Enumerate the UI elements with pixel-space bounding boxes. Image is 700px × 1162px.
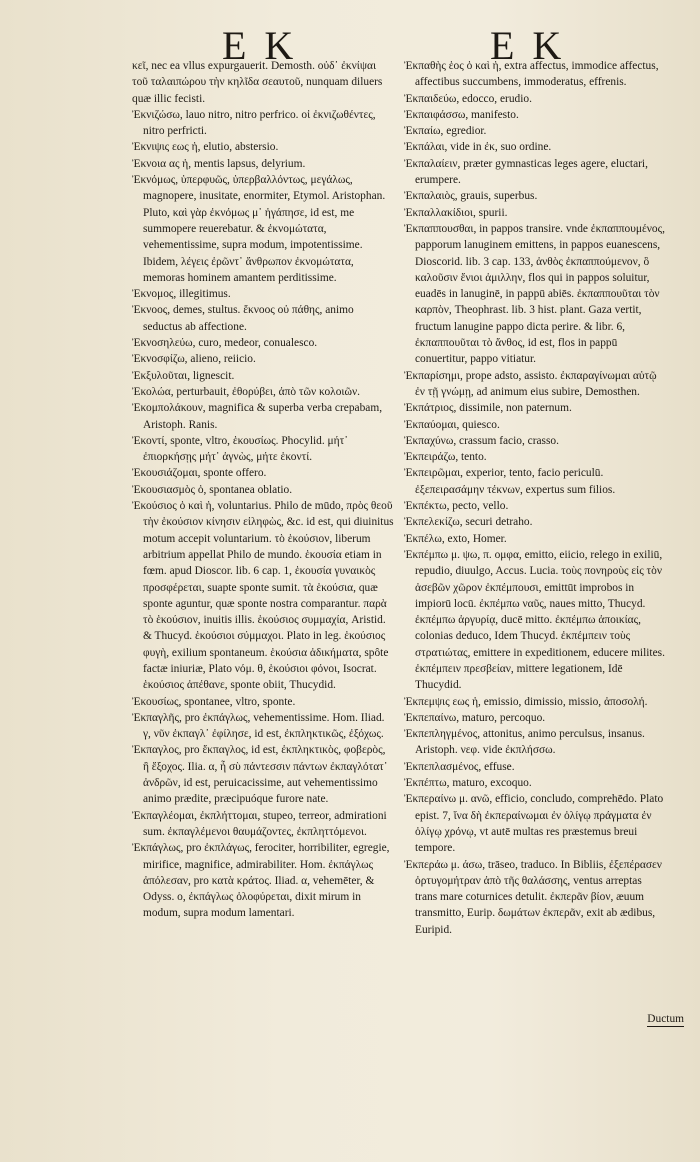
dictionary-entry: Ἐκουσιασμὸς ὁ, spontanea oblatio. bbox=[132, 483, 293, 496]
dictionary-entry: Ἐκπεραίνω μ. ανῶ, efficio, concludo, comprehēdo. Plato epist. 7, ἵνα δὴ ἐκπεραίνωμαι ἐν ὀλίγῳ πράγματα ἐν ὀλίγῳ χρόνῳ, vt autē multas res præstemus breui tempore. bbox=[404, 793, 664, 855]
running-head-right: E K bbox=[490, 23, 566, 68]
dictionary-entry: Ἐκνοος, demes, stultus. ἔκνοος οὐ πάθης, animo seductus ab affectione. bbox=[132, 304, 354, 333]
dictionary-entry: Ἐκπαππουσθαι, in pappos transire. vnde ἐκπαππουμένος, papporum lanuginem emittens, in pappos euanescens, Dioscorid. lib. 3 cap. 133, ἀνθὸς ἐκπαππούμενον, ὃ καλοῦσιν ἔνιοι ἀμιλλην, flos qui in pappos soluitur, euadēs in lanuginē, in pappū abiēs. ἐκπαππουῦται τὸν καρπὸν, Theophrast. lib. 3 hist. plant. Gaza vertit, fructum lanugine pappo dicta perire. & libr. 6, ἐκπαππουῦται τὸ ἄνθος, id est, flos in pappū conuertitur, pappo vitiatur. bbox=[404, 222, 665, 366]
dictionary-entry: Ἐκνοσφίζω, alieno, reiicio. bbox=[132, 353, 256, 366]
dictionary-entry: Ἐκπαλλακίδιοι, spurii. bbox=[404, 206, 508, 219]
dictionary-entry: Ἐκπάγλως, pro ἐκπλάγως, ferociter, horribiliter, egregie, mirifice, magnifice, admirabiliter. Hom. ἐκπάγλως ἀπόλεσαν, pro κατὰ κράτος. Iliad. α, vehemēter, & Odyss. ο, ἐκπάγλως ὀλοφύρεται, dixit mirum in modum, supra modum lamentari. bbox=[132, 842, 390, 920]
dictionary-entry: Ἐκνοσηλεύω, curo, medeor, conualesco. bbox=[132, 337, 318, 350]
dictionary-entry: Ἐκπαλαίειν, præter gymnasticas leges agere, eluctari, erumpere. bbox=[404, 157, 648, 187]
dictionary-entry: Ἐκοντί, sponte, vltro, ἑκουσίως. Phocylid. μήτ᾽ ἐπιορκήσῃς μήτ᾽ ἀγνὼς, μήτε ἑκοντί. bbox=[132, 434, 348, 464]
dictionary-entry: Ἐκπέπτω, maturo, excoquo. bbox=[404, 777, 532, 790]
dictionary-entry: Ἐκπαιδεύω, edocco, erudio. bbox=[404, 92, 532, 105]
dictionary-entry: Ἐκπαγλῆς, pro ἐκπάγλως, vehementissime. Hom. Iliad. γ, νῦν ἐκπαγλ᾽ ἐφίλησε, id est, ἐκπληκτικῶς, ἐξόχως. bbox=[132, 711, 385, 741]
dictionary-entry: Ἐκπαρίσημι, prope adsto, assisto. ἐκπαραγίνωμαι αὐτῷ ἐν τῇ γνώμῃ, ad animum eius subire, Demosthen. bbox=[404, 369, 657, 398]
dictionary-entry: Ἐκουσίως, spontanee, vltro, sponte. bbox=[132, 695, 296, 708]
dictionary-entry: Ἐκξυλοῦται, lignescit. bbox=[132, 369, 235, 382]
dictionary-entry: Ἐκπαγλέομαι, ἐκπλήττομαι, stupeo, terreor, admirationi sum. ἐκπαγλέμενοι θαυμάζοντες, ἐκπληττόμενοι. bbox=[132, 809, 387, 838]
dictionary-entry: Ἐκπάλαι, vide in ἐκ, suo ordine. bbox=[404, 141, 552, 154]
left-column bbox=[132, 58, 394, 922]
dictionary-entry: Ἐκνόμως, ὑπερφυῶς, ὑπερβαλλόντως, μεγάλως, magnopere, inusitate, enormiter, Etymol. Aristophan. Pluto, καὶ γὰρ ἐκνόμως μ᾽ ἠγάπησε, id est, me summopere reuerebatur. & ἐκνομώτατα, vehementissime, supra modum, impotentissime. Ibidem, λέγεις ἐρῶντ᾽ ἄνθρωπον ἐκνομώτατα, memoras hominem amantem perditissime. bbox=[132, 174, 386, 284]
dictionary-entry: Ἐκνοια ας ἡ, mentis lapsus, delyrium. bbox=[132, 157, 306, 170]
dictionary-entry: Ἐκπεπαίνω, maturo, percoquo. bbox=[404, 711, 546, 724]
dictionary-entry: Ἐκπαιφάσσω, manifesto. bbox=[404, 108, 519, 121]
dictionary-entry: Ἐκπεράω μ. άσω, trāseo, traduco. In Bibliis, ἐξεπέρασεν ὀρτυγομήτραν ἀπὸ τῆς θαλάσσης, ventus arreptas trans mare coturnices detulit. ἐκπερᾶν βίον, æuum transmitto, Eurip. δωμάτων ἐκπερᾶν, exit ab ædibus, Euripid. bbox=[404, 858, 662, 936]
dictionary-entry: Ἐκπεπληγμένος, attonitus, animo perculsus, insanus. Aristoph. νεφ. vide ἐκπλήσσω. bbox=[404, 728, 645, 757]
catchword: Ductum bbox=[647, 1013, 684, 1025]
dictionary-entry: Ἐκπειράζω, tento. bbox=[404, 451, 487, 464]
dictionary-entry: Ἐκπαίω, egredior. bbox=[404, 125, 487, 138]
dictionary-entry: Ἐκπέμπω μ. ψω, π. ομφα, emitto, eiicio, relego in exiliū, repudio, diuulgo, Accus. Lucia. τοὺς πονηροὺς εἰς τὸν ἀσεβῶν χῶρον ἐκπέμπουσι, emittūt improbos in impiorū locū. ἐκπέμπω ναῦς, naues mitto, Thucyd. ἐκπέμπω ἀργυρίᾳ, ducē mitto. ἐκπέμπω ἀποικίας, colonias deduco, Idem Thucyd. ἐκπέμπειν τοὺς στρατιώτας, emittere in expeditionem, educere milites. ἐκπέμπειν πρεσβείαν, mittere legationem, Idē Thucydid. bbox=[404, 548, 665, 692]
dictionary-entry: Ἐκπεπλασμένος, effuse. bbox=[404, 760, 515, 773]
dictionary-entry: Ἐκπαγλος, pro ἔκπαγλος, id est, ἐκπληκτικὸς, φοβερὸς, ἢ ἔξοχος. Ilia. α, ἦ σὺ πάντεσσιν πάντων ἐκπαγλότατ᾽ ἀνδρῶν, id est, peruicacissime, aut vehementissimo animo prædite, præcipuóque furore nate. bbox=[132, 744, 388, 806]
dictionary-entry: Ἐκουσιάζομαι, sponte offero. bbox=[132, 467, 267, 480]
running-head-left: E K bbox=[222, 23, 298, 68]
dictionary-entry: Ἐκπαχύνω, crassum facio, crasso. bbox=[404, 434, 559, 447]
dictionary-entry: Ἐκολώα, perturbauit, ἐθορύβει, ἀπὸ τῶν κολοιῶν. bbox=[132, 385, 360, 398]
dictionary-entry: Ἐκνομος, illegitimus. bbox=[132, 288, 231, 301]
dictionary-entry: Ἐκπέλω, exto, Homer. bbox=[404, 532, 507, 545]
dictionary-entry: Ἐκπαθὴς ἑος ὁ καὶ ἡ, extra affectus, immodice affectus, affectibus succumbens, immoderatus, effrenis. bbox=[404, 60, 659, 89]
dictionary-entry: Ἐκομπολάκουν, magnifica & superba verba crepabam, Aristoph. Ranis. bbox=[132, 402, 383, 431]
dictionary-entry: Ἐκπάτριος, dissimile, non paternum. bbox=[404, 402, 572, 415]
dictionary-entry: Ἐκπεμψις εως ἡ, emissio, dimissio, missio, ἀποσολή. bbox=[404, 695, 648, 708]
dictionary-entry: Ἐκπέκτω, pecto, vello. bbox=[404, 500, 509, 513]
dictionary-entry: Ἐκπαλαιὸς, grauis, superbus. bbox=[404, 190, 538, 203]
dictionary-entry: Ἐκνιψις εως ἡ, elutio, abstersio. bbox=[132, 141, 279, 154]
dictionary-entry: Ἐκνιζώσω, lauo nitro, nitro perfrico. οἱ ἐκνιζωθέντες, nitro perfricti. bbox=[132, 108, 376, 138]
dictionary-entry: κεῖ, nec ea vllus expurgauerit. Demosth. οὐδ᾽ ἐκνίψαι τοῦ ταλαιπώρου τὴν κηλῖδα σεαυτοῦ, nunquam diluers quæ illic fecisti. bbox=[132, 60, 383, 105]
dictionary-entry: Ἐκούσιος ὁ καὶ ἡ, voluntarius. Philo de mūdo, πρὸς θεοῦ τὴν ἑκούσιον κίνησιν εἰληφὼς, &c. id est, qui diuinitus motum accepit voluntarium. τὸ ἑκούσιον, liberum arbitrium appellat Philo de mundo. ἑκουσία etiam in fœm. apud Dioscor. lib. 6 cap. 1, ἑκουσία γυναικὸς προσφέρεται, suapte sponte sumit. τὰ ἑκούσια, quæ sponte aguntur, quæ sponte nostra comparantur. παρὰ τὸ ἑκούσιον, inuitis illis. ἑκούσιος συμμαχία, Aristid. & Thucyd. ἑκούσιοι σύμμαχοι. Plato in leg. ἑκούσιος φυγὴ, exilium spontaneum. ἑκούσια ἀδικήματα, spôte factæ iniuriæ, Plato νόμ. θ, ἑκούσιοι φόνοι, Isocrat. ἑκούσιος ἀπέθανε, sponte obiit, Thucydid. bbox=[132, 500, 394, 692]
dictionary-entry: Ἐκπειρῶμαι, experior, tento, facio periculū. ἐξεπειρασάμην τέκνων, expertus sum filios. bbox=[404, 467, 616, 496]
dictionary-entry: Ἐκπελεκίζω, securi detraho. bbox=[404, 516, 533, 529]
right-column bbox=[404, 58, 666, 938]
dictionary-entry: Ἐκπαύομαι, quiesco. bbox=[404, 418, 500, 431]
